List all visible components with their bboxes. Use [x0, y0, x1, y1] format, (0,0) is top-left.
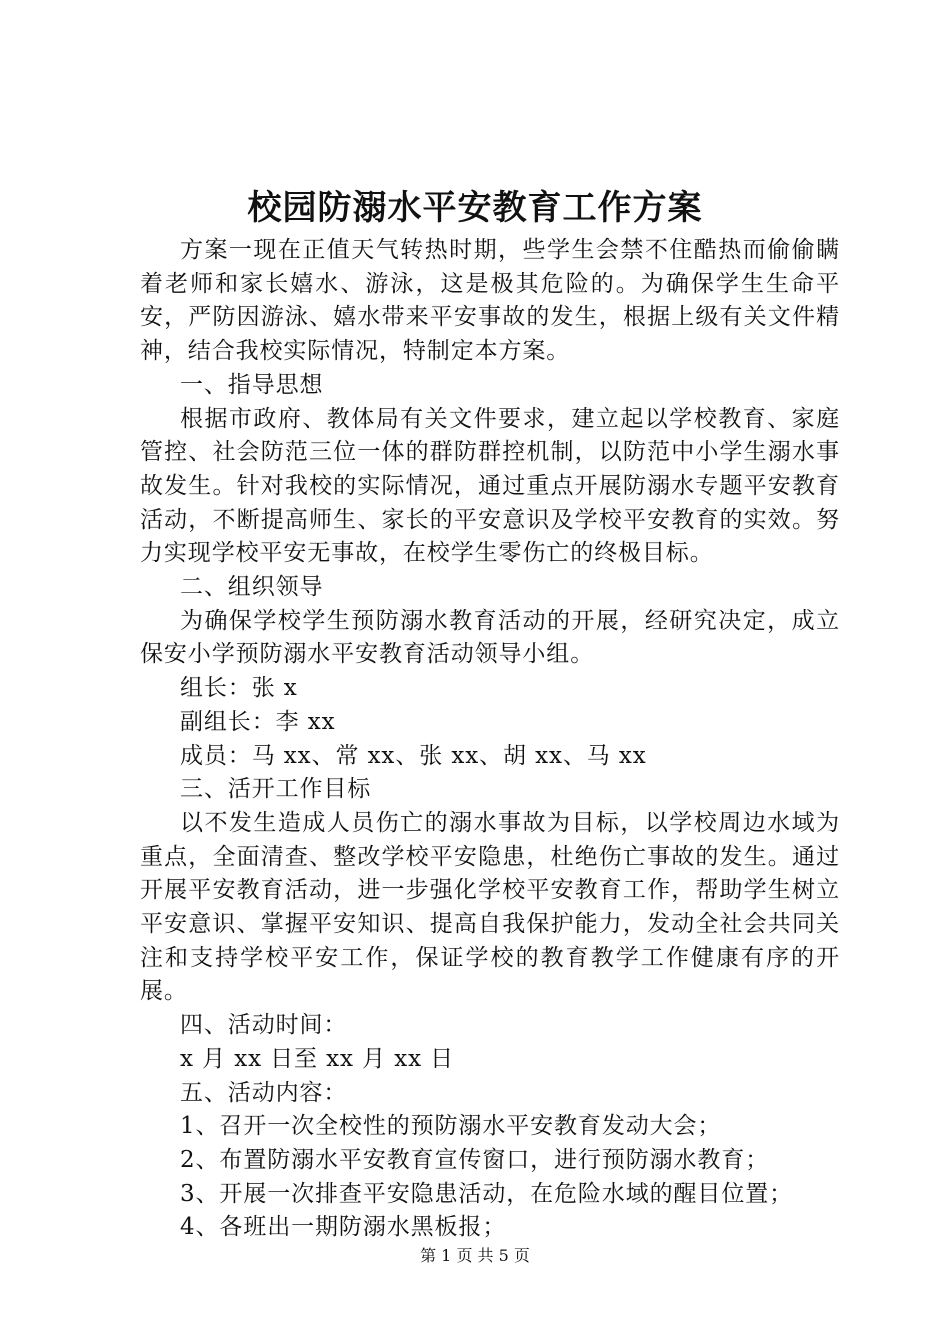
page-footer: 第 1 页 共 5 页	[420, 1246, 530, 1265]
deputy-leader-line: 副组长：李 xx	[180, 708, 336, 735]
content-item-2: 2、布置防溺水平安教育宣传窗口，进行预防溺水教育；	[180, 1146, 770, 1173]
members-line: 成员：马 xx、常 xx、张 xx、胡 xx、马 xx	[180, 742, 647, 769]
section-heading-content: 五、活动内容：	[180, 1079, 348, 1106]
section-heading-time: 四、活动时间：	[180, 1012, 348, 1039]
content-item-4: 4、各班出一期防溺水黑板报；	[180, 1214, 507, 1241]
content-item-1: 1、召开一次全校性的预防溺水平安教育发动大会；	[180, 1113, 722, 1140]
section-heading-goals: 三、活开工作目标	[180, 776, 372, 803]
section-heading-organization: 二、组织领导	[180, 574, 324, 601]
document-body	[140, 234, 840, 1245]
activity-time-line: x 月 xx 日至 xx 月 xx 日	[180, 1045, 455, 1072]
organization-paragraph: 为确保学校学生预防溺水教育活动的开展，经研究决定，成立保安小学预防溺水平安教育活动领导小组。	[140, 607, 840, 668]
guiding-ideology-paragraph: 根据市政府、教体局有关文件要求，建立起以学校教育、家庭管控、社会防范三位一体的群防群控机制，以防范中小学生溺水事故发生。针对我校的实际情况，通过重点开展防溺水专题平安教育活动，不断提高师生、家长的平安意识及学校平安教育的实效。努力实现学校平安无事故，在校学生零伤亡的终极目标。	[140, 405, 840, 567]
intro-paragraph: 方案一现在正值天气转热时期，些学生会禁不住酷热而偷偷瞒着老师和家长嬉水、游泳，这是极其危险的。为确保学生生命平安，严防因游泳、嬉水带来平安事故的发生，根据上级有关文件精神，结合我校实际情况，特制定本方案。	[140, 237, 840, 365]
goals-paragraph: 以不发生造成人员伤亡的溺水事故为目标，以学校周边水域为重点，全面清查、整改学校平安隐患，杜绝伤亡事故的发生。通过开展平安教育活动，进一步强化学校平安教育工作，帮助学生树立平安意识、掌握平安知识、提高自我保护能力，发动全社会共同关注和支持学校平安工作，保证学校的教育教学工作健康有序的开展。	[140, 809, 840, 1005]
section-heading-guiding-ideology: 一、指导思想	[180, 371, 324, 398]
leader-line: 组长：张 x	[180, 675, 298, 702]
content-item-3: 3、开展一次排查平安隐患活动，在危险水域的醒目位置；	[180, 1180, 794, 1207]
document-title: 校园防溺水平安教育工作方案	[247, 188, 703, 228]
